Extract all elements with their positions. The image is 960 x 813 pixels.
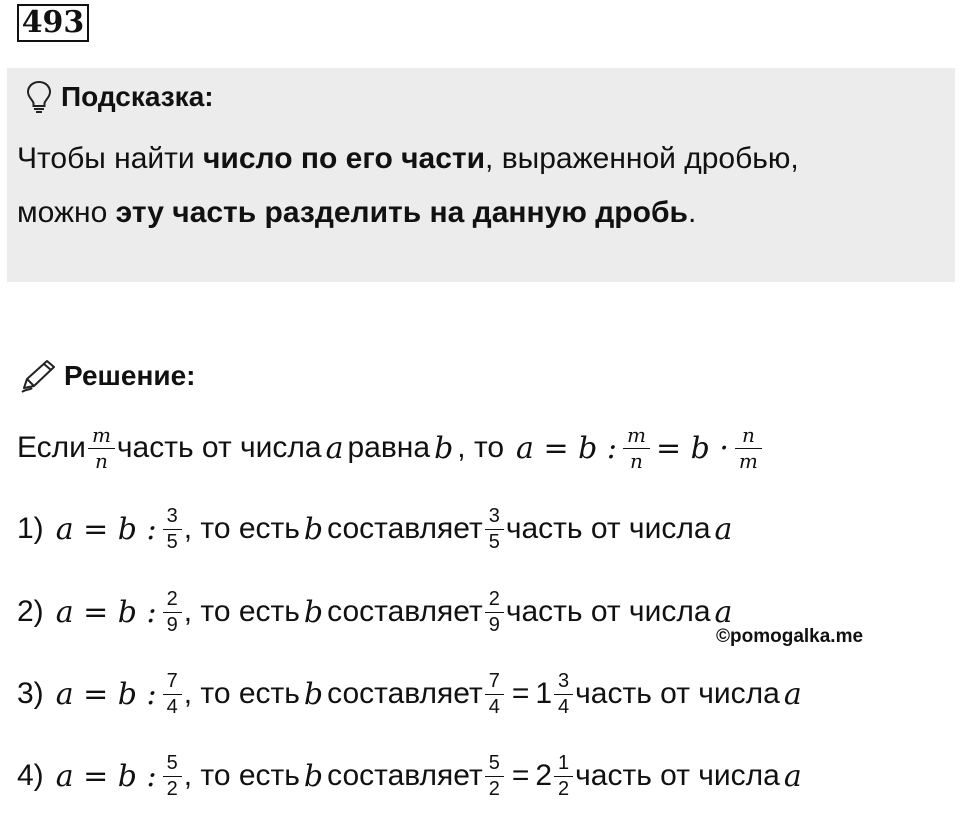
variable: b [303, 758, 324, 794]
fraction: $\frac{5}{2}$ [487, 752, 502, 800]
item-index: 3) [17, 677, 44, 710]
fraction: $\frac{7}{4}$ [165, 670, 180, 718]
text: составляет [327, 677, 483, 710]
fraction: $\frac{3}{5}$ [487, 505, 502, 553]
lightbulb-icon [25, 80, 53, 114]
hint-heading [25, 80, 214, 114]
variable: a [714, 594, 733, 630]
item-index: 1) [17, 512, 44, 545]
item-index: 2) [17, 595, 44, 628]
hint-title: Подсказка: [61, 81, 214, 112]
text: часть от числа [116, 431, 322, 464]
fraction: $\frac{2}{9}$ [487, 588, 502, 636]
fraction: $\frac{1}{2}$ [556, 752, 571, 800]
variable: b [434, 430, 454, 466]
variable: b [303, 594, 324, 630]
whole-part: 1 [535, 677, 553, 710]
hint-text: можно [17, 196, 116, 229]
variable: a [783, 676, 802, 712]
text: равна [347, 431, 431, 464]
solution-intro [17, 424, 764, 472]
equation: a = b : [55, 758, 157, 794]
solution-heading [18, 358, 195, 394]
equation: a = b : [55, 511, 157, 547]
variable: a [325, 430, 344, 466]
variable: b [303, 676, 324, 712]
equation: a = b : [516, 430, 617, 466]
hint-text: , выраженной дробью, [485, 142, 799, 175]
watermark: ©pomogalka.me [716, 626, 864, 647]
fraction: $\frac{3}{5}$ [165, 505, 180, 553]
text: составляет [327, 512, 483, 545]
text: , то есть [183, 512, 300, 545]
solution-item-4 [17, 752, 806, 800]
fraction: $\frac{2}{9}$ [165, 588, 180, 636]
problem-number: 493 [17, 4, 89, 42]
text: составляет [327, 595, 483, 628]
equation: a = b : [55, 594, 157, 630]
fraction: $\frac{m}{n}$ [625, 424, 648, 472]
solution-item-1 [17, 505, 736, 553]
solution-item-3 [17, 670, 806, 718]
hint-text: . [687, 196, 697, 229]
hint-bold: эту часть разделить на данную дробь [115, 196, 688, 229]
variable: b [303, 511, 324, 547]
whole-part: 2 [535, 759, 553, 792]
solution-title: Решение: [64, 360, 196, 391]
text: , то есть [183, 759, 300, 792]
pencil-icon [18, 358, 58, 394]
text: часть от числа [505, 595, 711, 628]
solution-item-2 [17, 588, 736, 636]
equation: a = b : [55, 676, 157, 712]
text: часть от числа [575, 759, 780, 792]
text: составляет [327, 759, 483, 792]
item-index: 4) [17, 759, 44, 792]
equation: = b · [655, 430, 729, 466]
fraction: $\frac{3}{4}$ [556, 670, 571, 718]
equals-sign: = [511, 677, 530, 710]
hint-text: Чтобы найти [17, 142, 204, 175]
text: часть от числа [575, 677, 780, 710]
hint-bold: число по его части [203, 142, 486, 175]
text: , то есть [183, 677, 300, 710]
hint-line-2 [17, 196, 696, 230]
equals-sign: = [511, 759, 530, 792]
fraction: $\frac{m}{n}$ [90, 424, 113, 472]
fraction: $\frac{7}{4}$ [487, 670, 502, 718]
text: часть от числа [505, 512, 711, 545]
variable: a [783, 758, 802, 794]
fraction: $\frac{n}{m}$ [737, 424, 760, 472]
variable: a [714, 511, 733, 547]
hint-line-1 [17, 142, 799, 176]
hint-panel [7, 68, 955, 282]
fraction: $\frac{5}{2}$ [165, 752, 180, 800]
text: , то есть [183, 595, 300, 628]
text: Если [17, 431, 86, 464]
text: , то [457, 431, 505, 464]
